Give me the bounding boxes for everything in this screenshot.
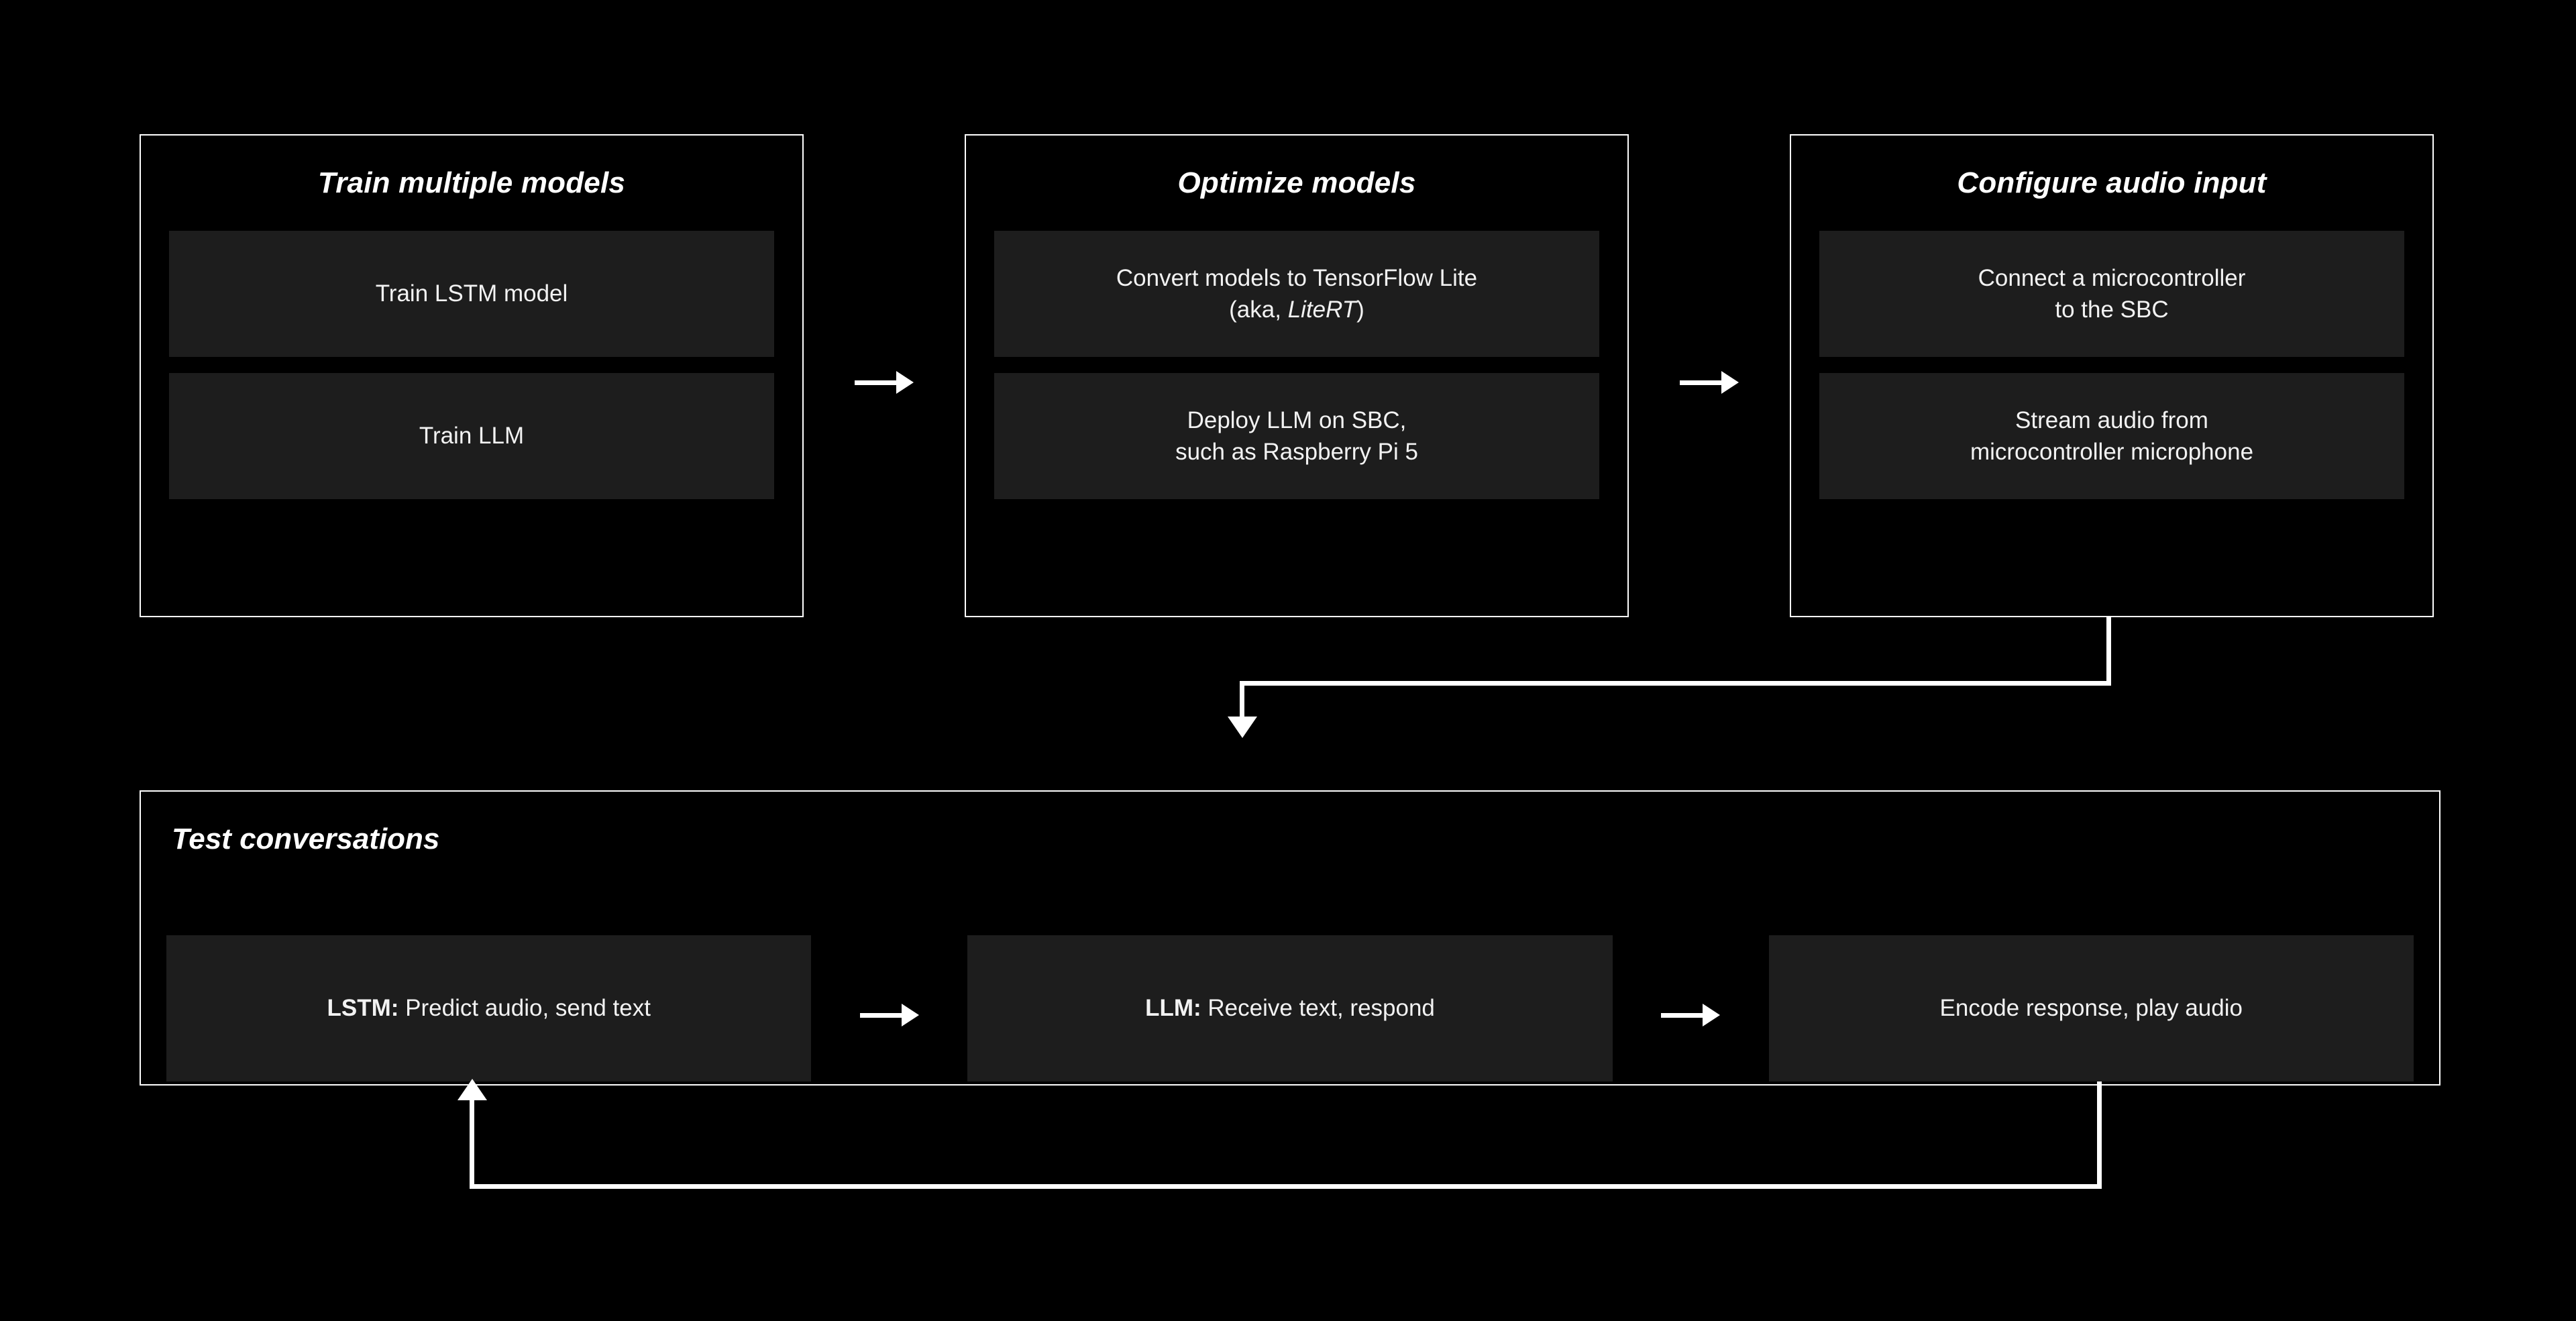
card-label-litert: LiteRT (1287, 297, 1357, 323)
card-label-line2 (1116, 294, 1477, 325)
card-label: Encode response, play audio (1939, 995, 2243, 1021)
card-label-bold: LSTM: (327, 995, 399, 1021)
card-label-line2: to the SBC (2055, 297, 2169, 323)
arrow-right-icon (1661, 1004, 1720, 1026)
arrow-configure-to-test-head-icon (1228, 717, 1257, 738)
card-train-lstm-model[interactable] (169, 231, 774, 357)
card-llm-receive-text[interactable] (967, 935, 1612, 1081)
arrow-right-icon (855, 371, 914, 394)
card-deploy-llm-on-sbc[interactable] (994, 373, 1599, 499)
card-label (1145, 995, 1435, 1022)
card-label-rest: Receive text, respond (1201, 995, 1435, 1021)
card-list-train-multiple-models (169, 231, 774, 499)
group-optimize-models (965, 134, 1629, 617)
connector-configure-horizontal (1240, 681, 2111, 686)
card-list-optimize-models (994, 231, 1599, 499)
card-label-line1: Stream audio from (2015, 407, 2208, 433)
card-label (327, 995, 651, 1022)
group-title-train-multiple-models: Train multiple models (317, 166, 626, 199)
arrow-llm-to-encode (1613, 997, 1769, 1020)
card-label: Train LSTM model (375, 280, 568, 307)
group-configure-audio-input (1790, 134, 2434, 617)
arrow-lstm-to-llm (811, 997, 967, 1020)
card-convert-models-to-tflite[interactable] (994, 231, 1599, 357)
arrow-right-icon (860, 1004, 919, 1026)
card-label-line1: Connect a microcontroller (1978, 264, 2246, 291)
test-conversations-card-row (166, 935, 2414, 1081)
card-connect-microcontroller[interactable] (1819, 231, 2404, 357)
top-row (140, 134, 2440, 617)
card-label-line2-post: ) (1356, 297, 1364, 323)
connector-configure-vertical (2106, 616, 2111, 686)
connector-configure-drop (1240, 681, 1244, 719)
connector-feedback-horizontal (470, 1184, 2102, 1189)
card-stream-audio[interactable] (1819, 373, 2404, 499)
group-title-test-conversations: Test conversations (172, 823, 440, 855)
arrow-right-icon (1680, 371, 1739, 394)
card-list-configure-audio-input (1819, 231, 2404, 499)
arrow-train-to-optimize (804, 134, 965, 617)
group-train-multiple-models (140, 134, 804, 617)
arrow-optimize-to-configure (1629, 134, 1790, 617)
card-lstm-predict-audio[interactable] (166, 935, 811, 1081)
card-train-llm[interactable] (169, 373, 774, 499)
card-label-line1: Convert models to TensorFlow Lite (1116, 264, 1478, 291)
card-label-bold: LLM: (1145, 995, 1201, 1021)
group-title-optimize-models: Optimize models (1177, 166, 1416, 199)
card-label-rest: Predict audio, send text (398, 995, 651, 1021)
card-label-line2-pre: (aka, (1229, 297, 1288, 323)
card-label: Train LLM (419, 423, 525, 450)
connector-feedback-left-vertical (470, 1100, 474, 1189)
card-label-line2: microcontroller microphone (1970, 439, 2254, 465)
card-encode-response[interactable] (1769, 935, 2414, 1081)
group-title-configure-audio-input: Configure audio input (1957, 166, 2267, 199)
connector-feedback-right-vertical (2097, 1081, 2102, 1189)
card-label-line1: Deploy LLM on SBC, (1187, 407, 1407, 433)
card-label-line2: such as Raspberry Pi 5 (1175, 439, 1418, 465)
arrow-encode-feedback-head-icon (458, 1079, 487, 1100)
